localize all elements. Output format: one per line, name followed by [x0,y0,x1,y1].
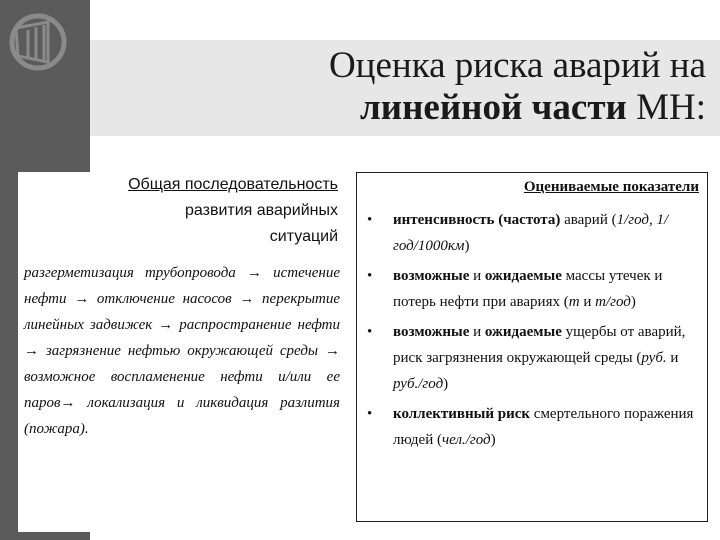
arrow-icon: → [158,317,174,333]
bullet-icon: • [367,212,373,228]
left-heading [18,172,338,250]
bullet-icon: • [367,324,373,340]
arrow-icon: → [60,395,76,411]
slide-title-line2 [360,86,706,129]
left-heading-line1: Общая последовательность [128,176,338,193]
sequence-step: отключение насосов [96,291,232,307]
arrow-icon: → [74,291,90,307]
arrow-icon: → [325,343,341,359]
sequence-step: перекрытие линейных задвижек [24,291,341,333]
emblem-icon [8,10,76,74]
sequence-step: локализация и ликвидация разлития (пожара). [24,395,341,437]
arrow-icon: → [246,265,262,281]
arrow-icon: → [239,291,255,307]
slide-title-bold: линейной части [360,87,627,128]
indicators-list [363,207,699,457]
list-item: • интенсивность (частота) аварий (1/год, 1/год/1000км) [363,207,699,259]
sequence-step: возможное воспламенение нефти и/или ее паров [24,369,340,411]
list-item: • возможные и ожидаемые ущербы от аварий, риск загрязнения окружающей среды (руб. и руб./год) [363,319,699,397]
bullet-icon: • [367,406,373,422]
sequence-step: распространение нефти [179,317,341,333]
bullet-icon: • [367,268,373,284]
list-item: • коллективный риск смертельного поражения людей (чел./год) [363,401,699,453]
slide-title-rest: МН: [626,87,706,128]
sequence-step: загрязнение нефтью окружающей среды [45,343,319,359]
sequence-text [24,260,340,442]
left-heading-line2: развития аварийных [185,202,338,219]
list-item: • возможные и ожидаемые массы утечек и потерь нефти при авариях (т и т/год) [363,263,699,315]
left-heading-line3: ситуаций [269,228,338,245]
sequence-step: разгерметизация трубопровода [24,265,236,281]
slide-title-line1: Оценка риска аварий на [328,45,706,86]
indicators-panel [356,172,708,522]
arrow-icon: → [24,343,39,359]
left-panel [18,172,340,532]
sequence-step: истечение нефти [24,265,340,307]
indicators-heading: Оцениваемые показатели [523,179,699,195]
